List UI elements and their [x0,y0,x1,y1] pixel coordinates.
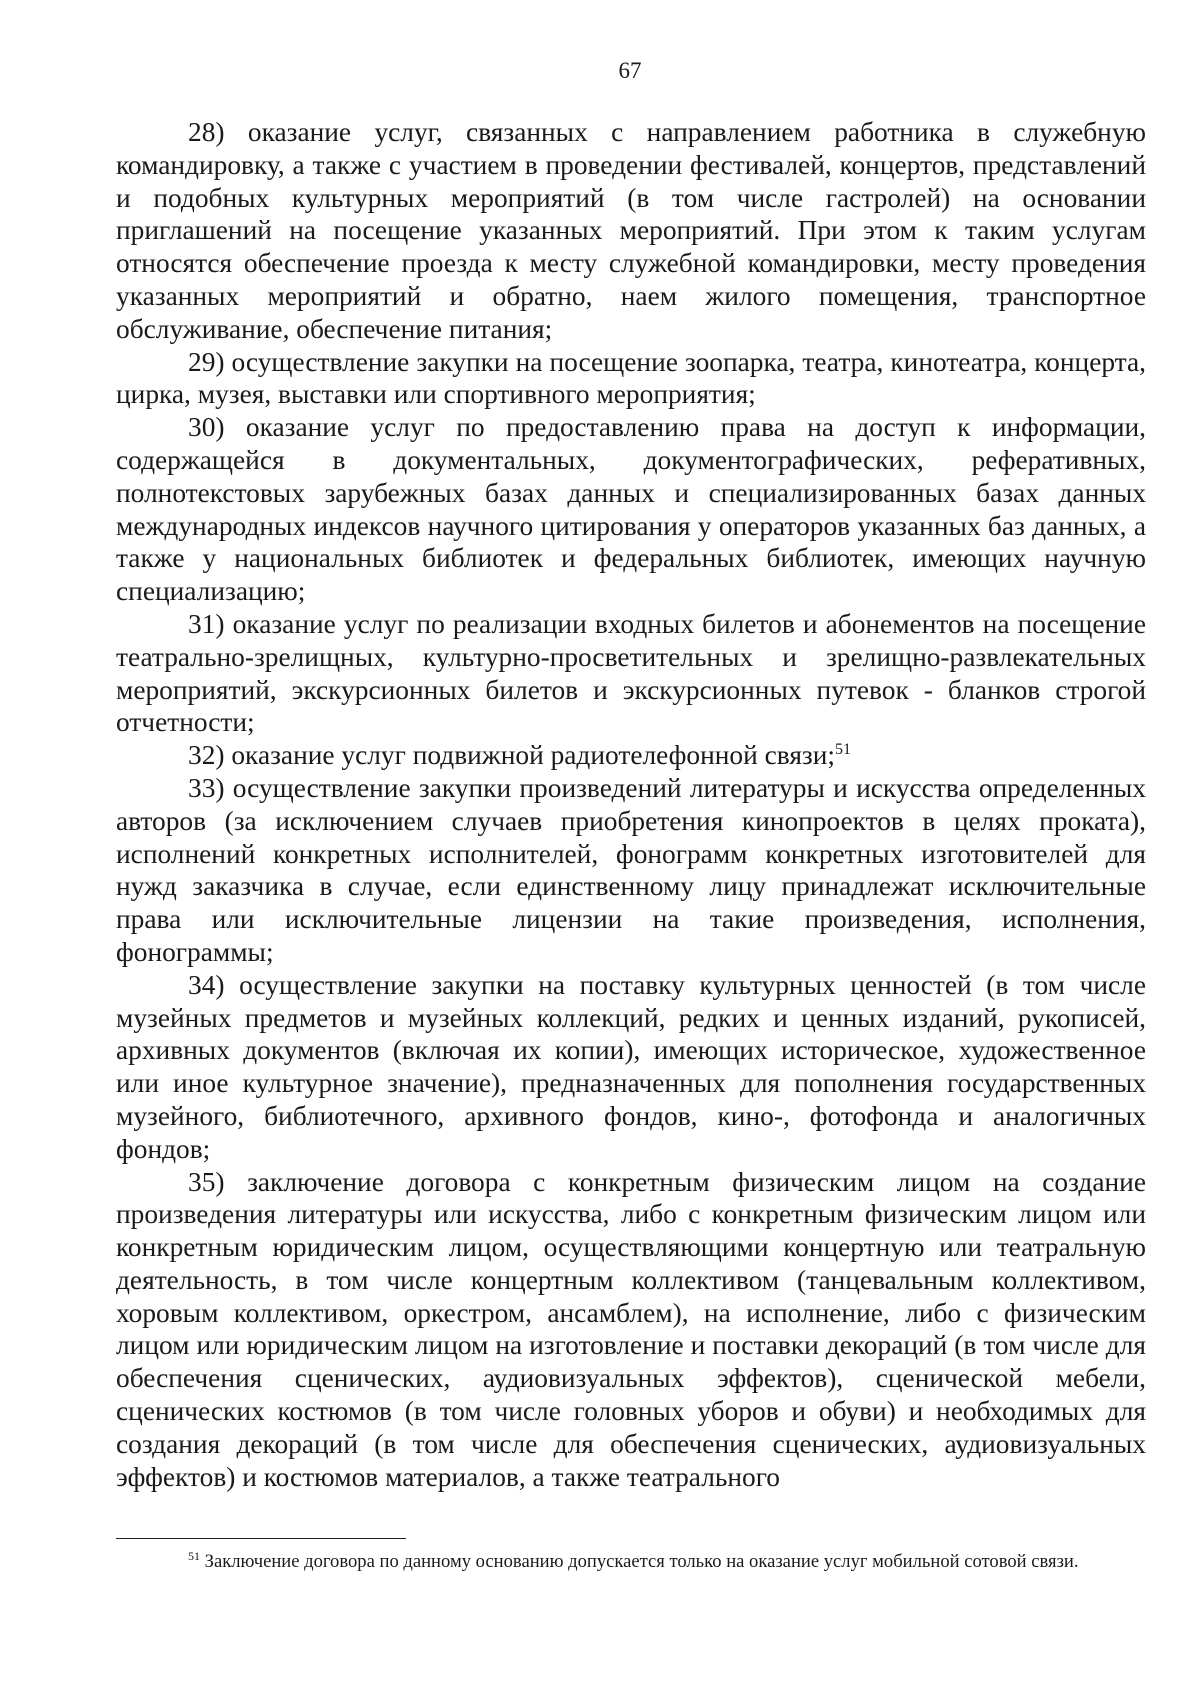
footnote-number: 51 [188,1548,200,1563]
paragraph-34: 34) осуществление закупки на поставку культурных ценностей (в том числе музейных предметов и музейных коллекций, редких и ценных изданий, рукописей, архивных документов (включая их копии), имеющих историческое, художественное или иное культурное значение), предназначенных для пополнения государственных музейного, библиотечного, архивного фондов, кино-, фотофонда и аналогичных фондов; [116,969,1146,1164]
footnote [116,1548,1146,1575]
paragraph-32-text: 32) оказание услуг подвижной радиотелефонной связи; [188,740,836,771]
footnote-text: Заключение договора по данному основанию допускается только на оказание услуг мобильной сотовой связи. [204,1551,1079,1572]
paragraph-35: 35) заключение договора с конкретным физическим лицом на создание произведения литературы или искусства, либо с конкретным физическим лицом или конкретным юридическим лицом, осуществляющими концертную или театральную деятельность, в том числе концертным коллективом (танцевальным коллективом, хоровым коллективом, оркестром, ансамблем), на исполнение, либо с физическим лицом или юридическим лицом на изготовление и поставки декораций (в том числе для обеспечения сценических, аудиовизуальных эффектов), сценической мебели, сценических костюмов (в том числе головных уборов и обуви) и необходимых для создания декораций (в том числе для обеспечения сценических, аудиовизуальных эффектов) и костюмов материалов, а также театрального [116,1166,1146,1492]
paragraph-29: 29) осуществление закупки на посещение зоопарка, театра, кинотеатра, концерта, цирка, музея, выставки или спортивного мероприятия; [116,346,1146,410]
paragraph-28: 28) оказание услуг, связанных с направлением работника в служебную командировку, а также с участием в проведении фестивалей, концертов, представлений и подобных культурных мероприятий (в том числе гастролей) на основании приглашений на посещение указанных мероприятий. При этом к таким услугам относятся обеспечение проезда к месту служебной командировки, месту проведения указанных мероприятий и обратно, наем жилого помещения, транспортное обслуживание, обеспечение питания; [116,117,1146,344]
paragraph-30: 30) оказание услуг по предоставлению права на доступ к информации, содержащейся в документальных, документографических, реферативных, полнотекстовых зарубежных базах данных и специализированных базах данных международных индексов научного цитирования у операторов указанных баз данных, а также у национальных библиотек и федеральных библиотек, имеющих научную специализацию; [116,412,1146,607]
paragraph-33: 33) осуществление закупки произведений литературы и искусства определенных авторов (за исключением случаев приобретения кинопроектов в целях проката), исполнений конкретных исполнителей, фонограмм конкретных изготовителей для нужд заказчика в случае, если единственному лицу принадлежат исключительные права или исключительные лицензии на такие произведения, исполнения, фонограммы; [116,772,1146,967]
paragraph-32 [116,739,1146,772]
footnote-divider [116,1538,406,1539]
page-number: 67 [618,58,642,83]
paragraph-31: 31) оказание услуг по реализации входных билетов и абонементов на посещение театрально-зрелищных, культурно-просветительных и зрелищно-развлекательных мероприятий, экскурсионных билетов и экскурсионных путевок - бланков строгой отчетности; [116,608,1146,738]
footnote-reference[interactable]: 51 [835,741,852,759]
document-body [116,116,1146,1493]
